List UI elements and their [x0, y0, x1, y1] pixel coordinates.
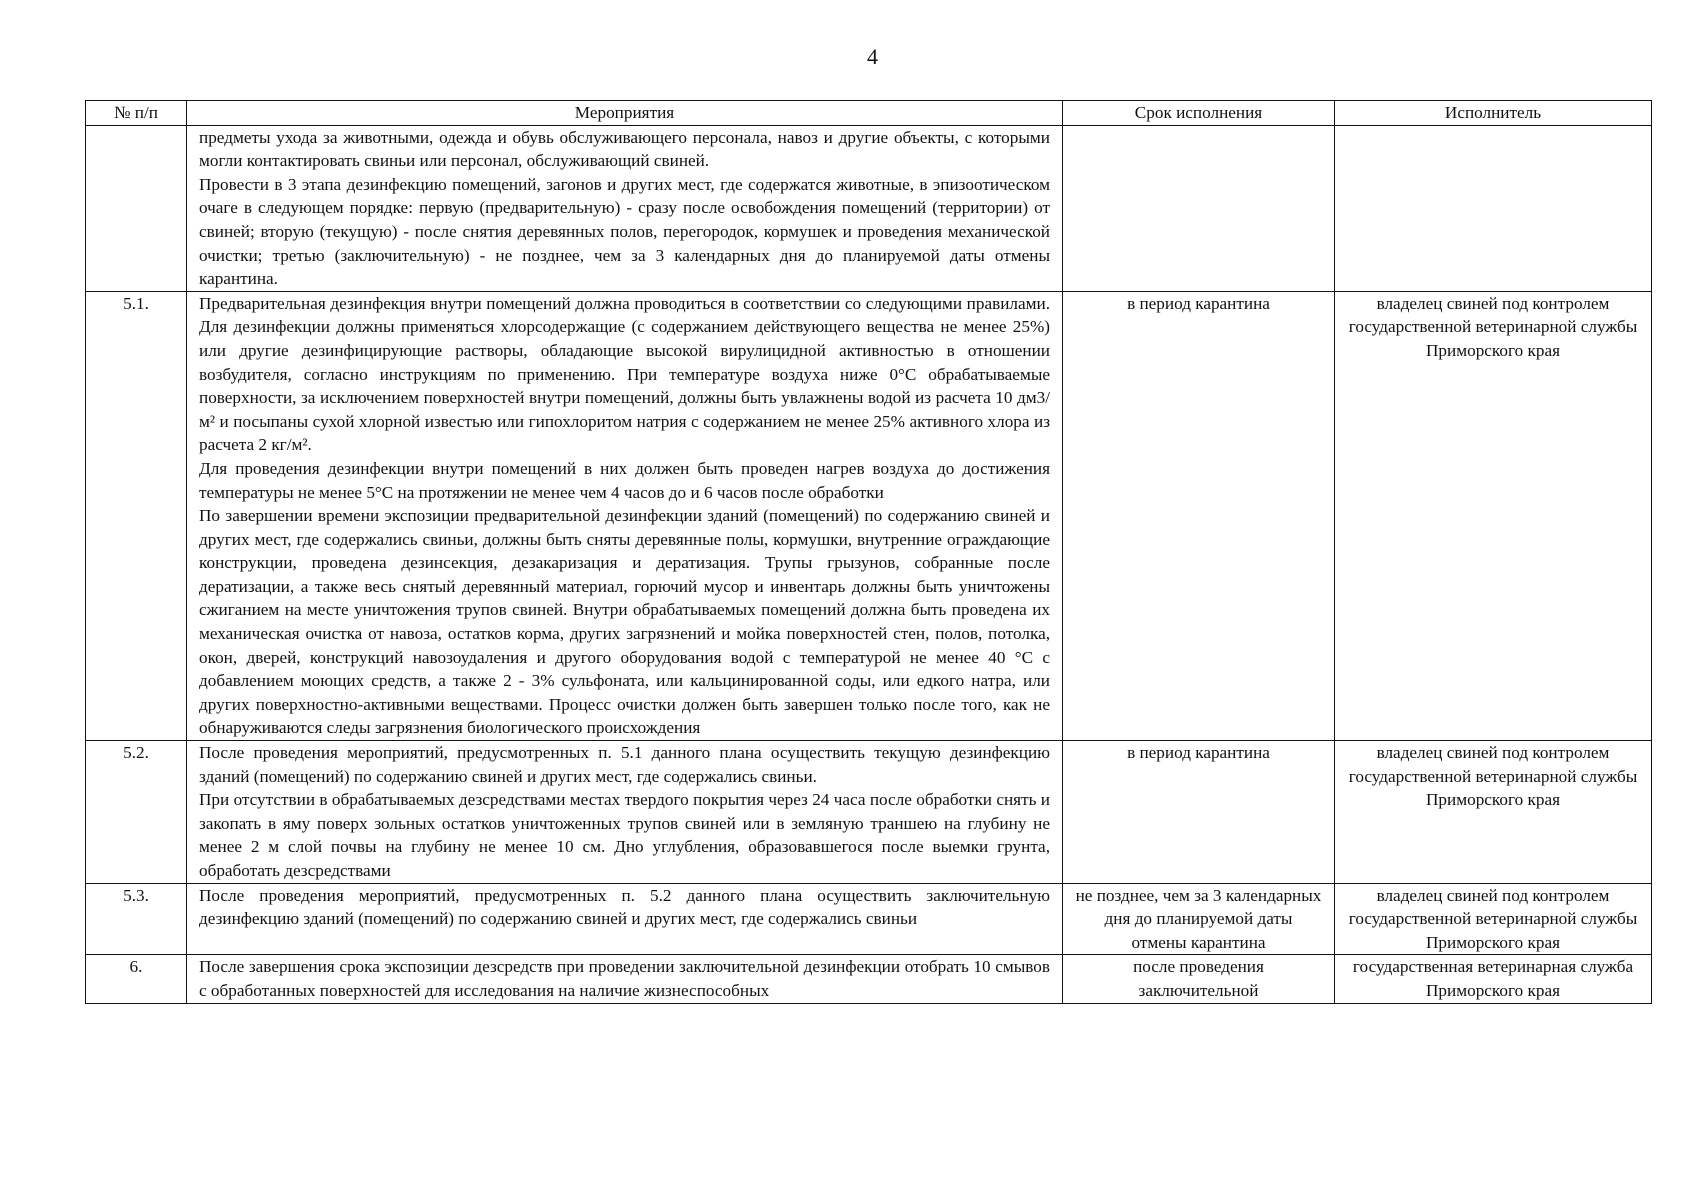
activity-paragraph: Для проведения дезинфекции внутри помещений в них должен быть проведен нагрев воздуха до достижения температуры не менее 5°С на протяжении не менее чем 4 часов до и 6 часов после обработки — [199, 458, 1050, 502]
header-num: № п/п — [86, 101, 187, 126]
row-executor: владелец свиней под контролем государственной ветеринарной службы Приморского края — [1335, 741, 1652, 884]
table-row — [86, 125, 1652, 291]
row-num: 5.2. — [86, 741, 187, 884]
table-header-row — [86, 101, 1652, 126]
row-num — [86, 125, 187, 291]
activity-paragraph: Предварительная дезинфекция внутри помещений должна проводиться в соответствии со следующими правилами. Для дезинфекции должны применяться хлорсодержащие (с содержанием действующего вещества не менее 25%) или другие дезинфицирующие растворы, обладающие высокой вирулицидной активностью в отношении возбудителя, согласно инструкциям по применению. При температуре воздуха ниже 0°С обрабатываемые поверхности, за исключением поверхностей внутри помещений, должны быть увлажнены водой из расчета 10 дм3/м² и посыпаны сухой хлорной известью или гипохлоритом натрия с содержанием не менее 25% активного хлора из расчета 2 кг/м². — [199, 293, 1050, 455]
activity-paragraph: После проведения мероприятий, предусмотренных п. 5.1 данного плана осуществить текущую дезинфекцию зданий (помещений) по содержанию свиней и других мест, где содержались свиньи. — [199, 743, 1050, 786]
row-num: 5.3. — [86, 883, 187, 955]
row-deadline: в период карантина — [1063, 291, 1335, 740]
row-activities — [187, 291, 1063, 740]
activity-paragraph: При отсутствии в обрабатываемых дезсредствами местах твердого покрытия через 24 часа после обработки снять и закопать в яму поверх зольных остатков уничтоженных трупов свиней или в земляную траншею на глубину не менее 2 м слой почвы на глубину не менее 10 см. Дно углубления, образовавшегося после выемки грунта, обработать дезсредствами — [199, 790, 1050, 880]
header-executor: Исполнитель — [1335, 101, 1652, 126]
row-activities — [187, 955, 1063, 1003]
row-deadline: в период карантина — [1063, 741, 1335, 884]
activity-paragraph: По завершении времени экспозиции предварительной дезинфекции зданий (помещений) по содержанию свиней и других мест, где содержались свиньи, должны быть сняты деревянные полы, кормушки, внутренние ограждающие конструкции, проведена дезинсекция, дезакаризация и дератизация. Трупы грызунов, собранные после дератизации, а также весь снятый деревянный материал, горючий мусор и инвентарь должны быть уничтожены сжиганием на месте уничтожения трупов свиней. Внутри обрабатываемых помещений должна быть проведена их механическая очистка от навоза, остатков корма, других загрязнений и мойка поверхностей стен, полов, потолка, окон, дверей, конструкций навозоудаления и другого оборудования водой с температурой не менее 40 °С с добавлением моющих средств, а также 2 - 3% сульфоната, или кальцинированной соды, или едкого натра, или других поверхностно-активными веществами. Процесс очистки должен быть завершен только после того, как не обнаруживаются следы загрязнения биологического происхождения — [199, 506, 1050, 738]
activity-paragraph: Провести в 3 этапа дезинфекцию помещений, загонов и других мест, где содержатся животные, в эпизоотическом очаге в следующем порядке: первую (предварительную) - сразу после освобождения помещений (территории) от свиней; вторую (текущую) - после снятия деревянных полов, перегородок, кормушек и проведения механической очистки; третью (заключительную) - не позднее, чем за 3 календарных дня до планируемой даты отмены карантина. — [199, 174, 1050, 289]
row-deadline: после проведения заключительной — [1063, 955, 1335, 1003]
activity-paragraph: После проведения мероприятий, предусмотренных п. 5.2 данного плана осуществить заключительную дезинфекцию зданий (помещений) по содержанию свиней и других мест, где содержались свиньи — [199, 885, 1050, 929]
row-executor — [1335, 125, 1652, 291]
row-deadline — [1063, 125, 1335, 291]
row-executor: владелец свиней под контролем государственной ветеринарной службы Приморского края — [1335, 291, 1652, 740]
table-row — [86, 883, 1652, 955]
header-deadline: Срок исполнения — [1063, 101, 1335, 126]
row-activities — [187, 125, 1063, 291]
row-activities — [187, 883, 1063, 955]
measures-table — [85, 100, 1652, 1004]
row-deadline: не позднее, чем за 3 календарных дня до планируемой даты отмены карантина — [1063, 883, 1335, 955]
table-row — [86, 741, 1652, 884]
activity-paragraph: предметы ухода за животными, одежда и обувь обслуживающего персонала, навоз и другие объекты, с которыми могли контактировать свиньи или персонал, обслуживающий свиней. — [199, 127, 1050, 171]
row-num: 5.1. — [86, 291, 187, 740]
row-num: 6. — [86, 955, 187, 1003]
table-row — [86, 291, 1652, 740]
row-activities — [187, 741, 1063, 884]
row-executor: государственная ветеринарная служба Приморского края — [1335, 955, 1652, 1003]
page-number: 4 — [867, 44, 878, 69]
table-row — [86, 955, 1652, 1003]
activity-paragraph: После завершения срока экспозиции дезсредств при проведении заключительной дезинфекции отобрать 10 смывов с обработанных поверхностей для исследования на наличие жизнеспособных — [199, 957, 1050, 1000]
row-executor: владелец свиней под контролем государственной ветеринарной службы Приморского края — [1335, 883, 1652, 955]
header-activities: Мероприятия — [187, 101, 1063, 126]
